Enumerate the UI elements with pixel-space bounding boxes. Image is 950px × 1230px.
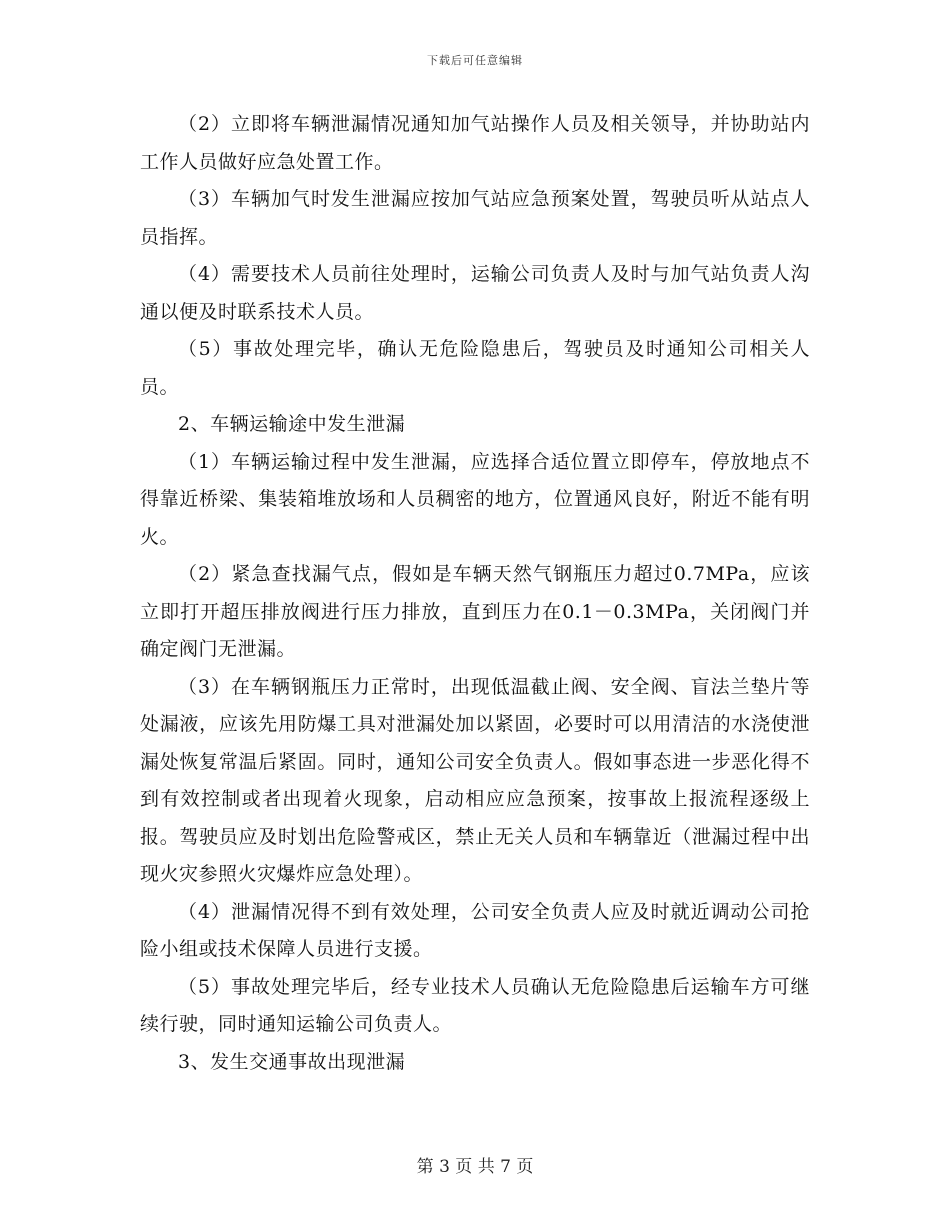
paragraph: （4）泄漏情况得不到有效处理，公司安全负责人应及时就近调动公司抢险小组或技术保障人员进行支援。 (140, 900, 810, 960)
page-number: 第 3 页 共 7 页 (416, 1157, 534, 1177)
paragraph: （5）事故处理完毕，确认无危险隐患后，驾驶员及时通知公司相关人员。 (140, 338, 810, 398)
paragraph: （4）需要技术人员前往处理时，运输公司负责人及时与加气站负责人沟通以便及时联系技术人员。 (140, 263, 810, 323)
paragraph: （2）立即将车辆泄漏情况通知加气站操作人员及相关领导，并协助站内工作人员做好应急处置工作。 (140, 113, 810, 173)
paragraph: （2）紧急查找漏气点，假如是车辆天然气钢瓶压力超过0.7MPa，应该立即打开超压排放阀进行压力排放，直到压力在0.1－0.3MPa，关闭阀门并确定阀门无泄漏。 (140, 563, 810, 660)
paragraph: （1）车辆运输过程中发生泄漏，应选择合适位置立即停车，停放地点不得靠近桥梁、集装箱堆放场和人员稠密的地方，位置通风良好，附近不能有明火。 (140, 450, 810, 548)
paragraph: （5）事故处理完毕后，经专业技术人员确认无危险隐患后运输车方可继续行驶，同时通知运输公司负责人。 (140, 975, 810, 1035)
paragraph: （3）在车辆钢瓶压力正常时，出现低温截止阀、安全阀、盲法兰垫片等处漏液，应该先用防爆工具对泄漏处加以紧固，必要时可以用清洁的水浇使泄漏处恢复常温后紧固。同时，通知公司安全负责人。假如事态进一步恶化得不到有效控制或者出现着火现象，启动相应应急预案，按事故上报流程逐级上报。驾驶员应及时划出危险警戒区，禁止无关人员和车辆靠近（泄漏过程中出现火灾参照火灾爆炸应急处理）。 (140, 675, 810, 885)
page-header-note: 下载后可任意编辑 (427, 54, 523, 67)
paragraph: （3）车辆加气时发生泄漏应按加气站应急预案处置，驾驶员听从站点人员指挥。 (140, 188, 810, 248)
section-heading: 3、发生交通事故出现泄漏 (178, 1050, 406, 1073)
document-body (140, 106, 810, 1081)
section-heading: 2、车辆运输途中发生泄漏 (178, 413, 406, 435)
